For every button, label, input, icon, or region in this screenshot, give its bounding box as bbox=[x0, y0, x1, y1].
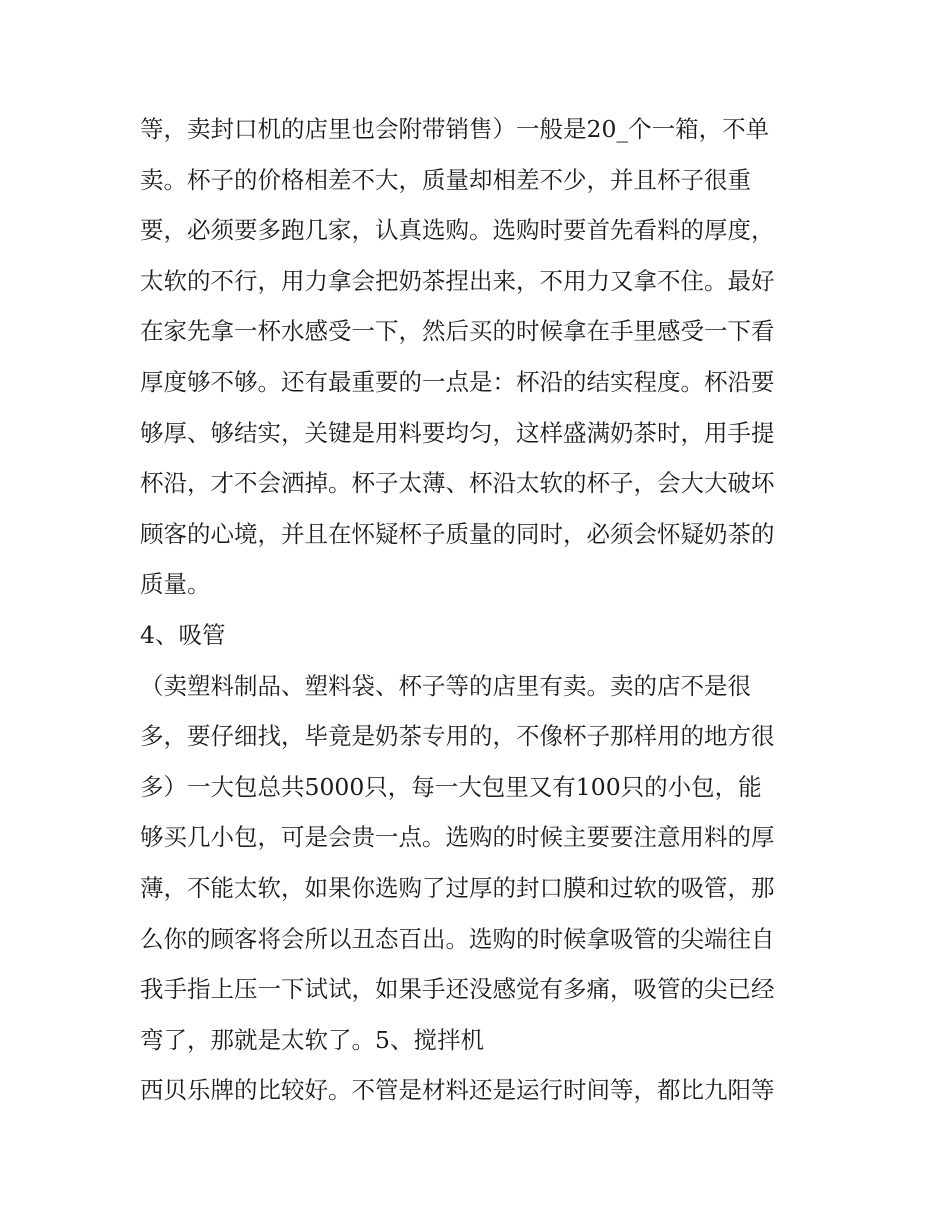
text-line: 要，必须要多跑几家，认真选购。选购时要首先看料的厚度， bbox=[140, 216, 775, 245]
text-line: 么你的顾客将会所以丑态百出。选购的时候拿吸管的尖端往自 bbox=[140, 924, 775, 953]
text-line: 多，要仔细找，毕竟是奶茶专用的，不像杯子那样用的地方很 bbox=[140, 722, 775, 751]
text-line: 弯了，那就是太软了。5、搅拌机 bbox=[140, 1025, 484, 1054]
text-line: （卖塑料制品、塑料袋、杯子等的店里有卖。卖的店不是很 bbox=[140, 671, 751, 700]
text-line: 多）一大包总共5000只，每一大包里又有100只的小包，能 bbox=[140, 772, 762, 801]
text-line: 厚度够不够。还有最重要的一点是：杯沿的结实程度。杯沿要 bbox=[140, 367, 775, 396]
text-line: 我手指上压一下试试，如果手还没感觉有多痛，吸管的尖已经 bbox=[140, 975, 775, 1004]
text-line: 够厚、够结实，关键是用料要均匀，这样盛满奶茶时，用手提 bbox=[140, 418, 775, 447]
text-line: 在家先拿一杯水感受一下，然后买的时候拿在手里感受一下看 bbox=[140, 317, 775, 346]
text-line: 西贝乐牌的比较好。不管是材料还是运行时间等，都比九阳等 bbox=[140, 1076, 775, 1105]
section-heading-straws: 4、吸管 bbox=[140, 620, 226, 649]
text-line: 卖。杯子的价格相差不大，质量却相差不少，并且杯子很重 bbox=[140, 165, 751, 194]
text-line: 够买几小包，可是会贵一点。选购的时候主要要注意用料的厚 bbox=[140, 823, 775, 852]
text-line: 顾客的心境，并且在怀疑杯子质量的同时，必须会怀疑奶茶的 bbox=[140, 519, 775, 548]
text-line: 杯沿，才不会洒掉。杯子太薄、杯沿太软的杯子，会大大破坏 bbox=[140, 469, 775, 498]
text-line: 等，卖封口机的店里也会附带销售）一般是20_个一箱，不单 bbox=[140, 115, 770, 143]
text-line: 质量。 bbox=[140, 570, 211, 599]
document-body bbox=[140, 104, 820, 1116]
text-line: 太软的不行，用力拿会把奶茶捏出来，不用力又拿不住。最好 bbox=[140, 266, 775, 295]
text-line: 薄，不能太软，如果你选购了过厚的封口膜和过软的吸管，那 bbox=[140, 873, 775, 902]
